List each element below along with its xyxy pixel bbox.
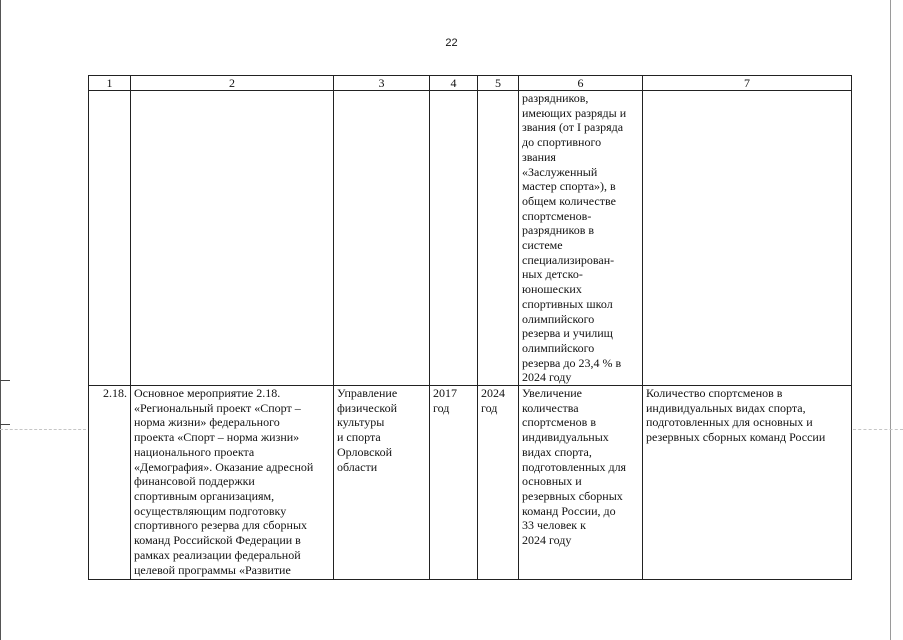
executor-cell: Управление физической культуры и спорта Орловской области	[334, 386, 430, 580]
column-number: 1	[89, 76, 131, 91]
indicator-cell: Количество спортсменов в индивидуальных видах спорта, подготовленных для основных и резервных сборных команд России	[643, 386, 852, 580]
table-row	[89, 386, 852, 580]
scan-left-edge	[0, 0, 1, 640]
expected-result-cell: Увеличение количества спортсменов в индивидуальных видах спорта, подготовленных для основных и резервных сборных команд России, до 33 человек к 2024 году	[519, 386, 643, 580]
column-number: 2	[131, 76, 334, 91]
empty-cell	[430, 91, 478, 386]
scan-right-edge	[890, 0, 891, 640]
end-year-cell: 2024 год	[478, 386, 519, 580]
column-number: 7	[643, 76, 852, 91]
start-year-cell: 2017 год	[430, 386, 478, 580]
empty-cell	[334, 91, 430, 386]
empty-cell	[643, 91, 852, 386]
scan-fold-line	[0, 429, 86, 430]
margin-mark	[0, 380, 10, 381]
scan-fold-line	[853, 429, 903, 430]
activity-description-cell: Основное мероприятие 2.18. «Региональный проект «Спорт – норма жизни» федерального проекта «Спорт – норма жизни» национального проекта «Демография». Оказание адресной финансовой поддержки спортивным организациям, осуществляющим подготовку спортивного резерва для сборных команд Российской Федерации в рамках реализации федеральной целевой программы «Развитие	[131, 386, 334, 580]
margin-mark	[0, 424, 10, 425]
column-number: 4	[430, 76, 478, 91]
column-number: 3	[334, 76, 430, 91]
column-number: 5	[478, 76, 519, 91]
row-number-cell: 2.18.	[89, 386, 131, 580]
column-number: 6	[519, 76, 643, 91]
empty-cell	[478, 91, 519, 386]
result-continuation-cell: разрядников, имеющих разряды и звания (от I разряда до спортивного звания «Заслуженный мастер спорта»), в общем количестве спортсменов- разрядников в системе специализирован- ных детско- юношеских спортивных школ олимпийского резерва и училищ олимпийского резерва до 23,4 % в 2024 году	[519, 91, 643, 386]
column-number-row	[89, 76, 852, 91]
empty-cell	[131, 91, 334, 386]
continuation-row	[89, 91, 852, 386]
empty-cell	[89, 91, 131, 386]
page-number: 22	[445, 37, 458, 49]
document-table	[88, 75, 852, 580]
